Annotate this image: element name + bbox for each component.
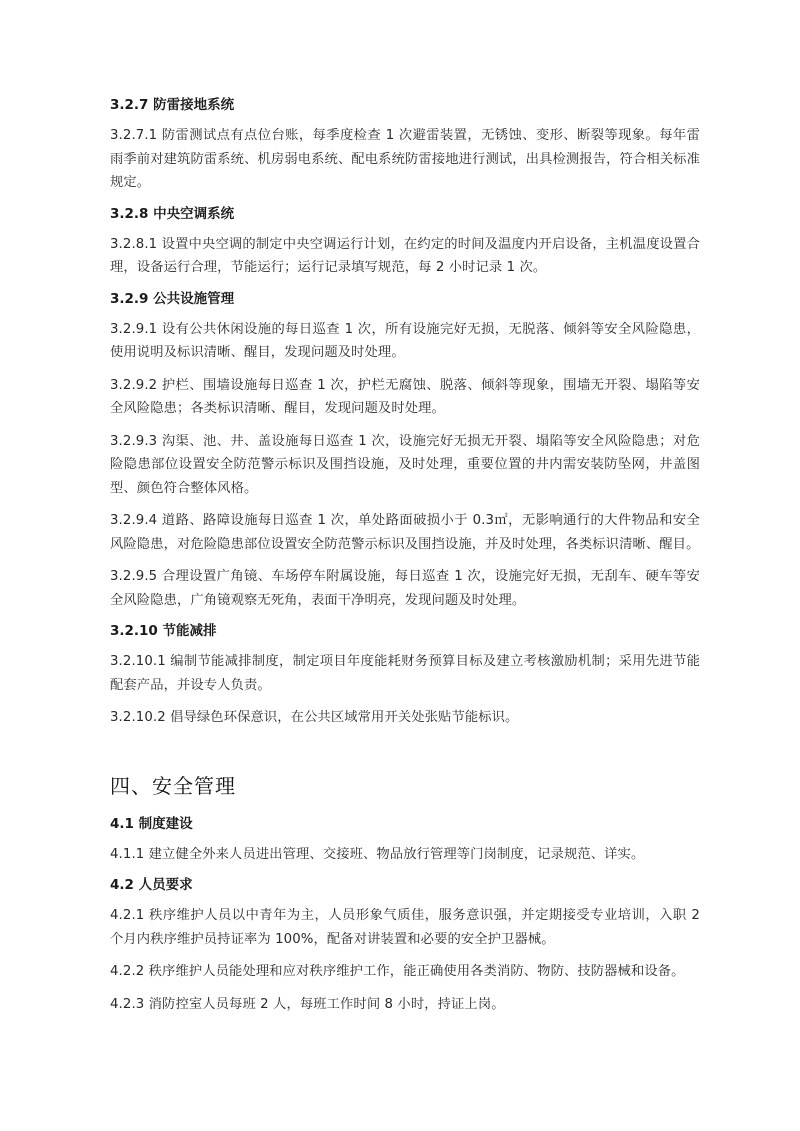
section-heading-4-2: 4.2 人员要求 <box>110 877 193 893</box>
section-heading-3-2-9: 3.2.9 公共设施管理 <box>110 290 235 307</box>
paragraph-4-1-1: 4.1.1 建立健全外来人员进出管理、交接班、物品放行管理等门岗制度，记录规范、详实。 <box>110 846 645 862</box>
section-heading-3-2-7: 3.2.7 防雷接地系统 <box>110 97 235 113</box>
paragraph-3-2-9-2: 3.2.9.2 护栏、围墙设施每日巡查 1 次，护栏无腐蚀、脱落、倾斜等现象，围墙无开裂、塌陷等安全风险隐患；各类标识清晰、醒目，发现问题及时处理。 <box>110 377 700 416</box>
section-heading-3-2-10: 3.2.10 节能减排 <box>110 623 217 639</box>
section-heading-3-2-8: 3.2.8 中央空调系统 <box>110 205 235 222</box>
paragraph-3-2-9-5: 3.2.9.5 合理设置广角镜、车场停车附属设施，每日巡查 1 次，设施完好无损，无刮车、硬车等安全风险隐患，广角镜观察无死角，表面干净明亮，发现问题及时处理。 <box>110 569 700 608</box>
paragraph-4-2-2: 4.2.2 秩序维护人员能处理和应对秩序维护工作，能正确使用各类消防、物防、技防器械和设备。 <box>110 964 685 979</box>
paragraph-3-2-7-1: 3.2.7.1 防雷测试点有点位台账，每季度检查 1 次避雷装置，无锈蚀、变形、断裂等现象。每年雷雨季前对建筑防雷系统、机房弱电系统、配电系统防雷接地进行测试，出具检测报告，符合相关标准规定。 <box>110 128 700 190</box>
paragraph-3-2-10-1: 3.2.10.1 编制节能减排制度，制定项目年度能耗财务预算目标及建立考核激励机制；采用先进节能配套产品，并设专人负责。 <box>110 654 700 693</box>
paragraph-3-2-10-2: 3.2.10.2 倡导绿色环保意识，在公共区域常用开关处张贴节能标识。 <box>110 710 519 725</box>
paragraph-3-2-8-1: 3.2.8.1 设置中央空调的制定中央空调运行计划，在约定的时间及温度内开启设备，主机温度设置合理，设备运行合理，节能运行；运行记录填写规范，每 2 小时记录 1 次。 <box>110 236 700 275</box>
paragraph-3-2-9-4: 3.2.9.4 道路、路障设施每日巡查 1 次，单处路面破损小于 0.3㎡，无影响通行的大件物品和安全风险隐患，对危险隐患部位设置安全防范警示标识及围挡设施，并及时处理，各类标识清晰、醒目。 <box>110 513 700 552</box>
paragraph-4-2-3: 4.2.3 消防控室人员每班 2 人，每班工作时间 8 小时，持证上岗。 <box>110 996 505 1012</box>
section-heading-4-1: 4.1 制度建设 <box>110 815 193 832</box>
paragraph-3-2-9-1: 3.2.9.1 设有公共休闲设施的每日巡查 1 次，所有设施完好无损，无脱落、倾斜等安全风险隐患，使用说明及标识清晰、醒目，发现问题及时处理。 <box>110 321 700 360</box>
chapter-title: 四、安全管理 <box>110 773 236 798</box>
paragraph-3-2-9-3: 3.2.9.3 沟渠、池、井、盖设施每日巡查 1 次，设施完好无损无开裂、塌陷等安全风险隐患；对危险隐患部位设置安全防范警示标识及围挡设施，及时处理，重要位置的井内需安装防坠网，井盖图型、颜色符合整体风格。 <box>110 433 700 496</box>
paragraph-4-2-1: 4.2.1 秩序维护人员以中青年为主，人员形象气质佳，服务意识强，并定期接受专业培训，入职 2 个月内秩序维护员持证率为 100%，配备对讲装置和必要的安全护卫器械。 <box>110 908 700 947</box>
